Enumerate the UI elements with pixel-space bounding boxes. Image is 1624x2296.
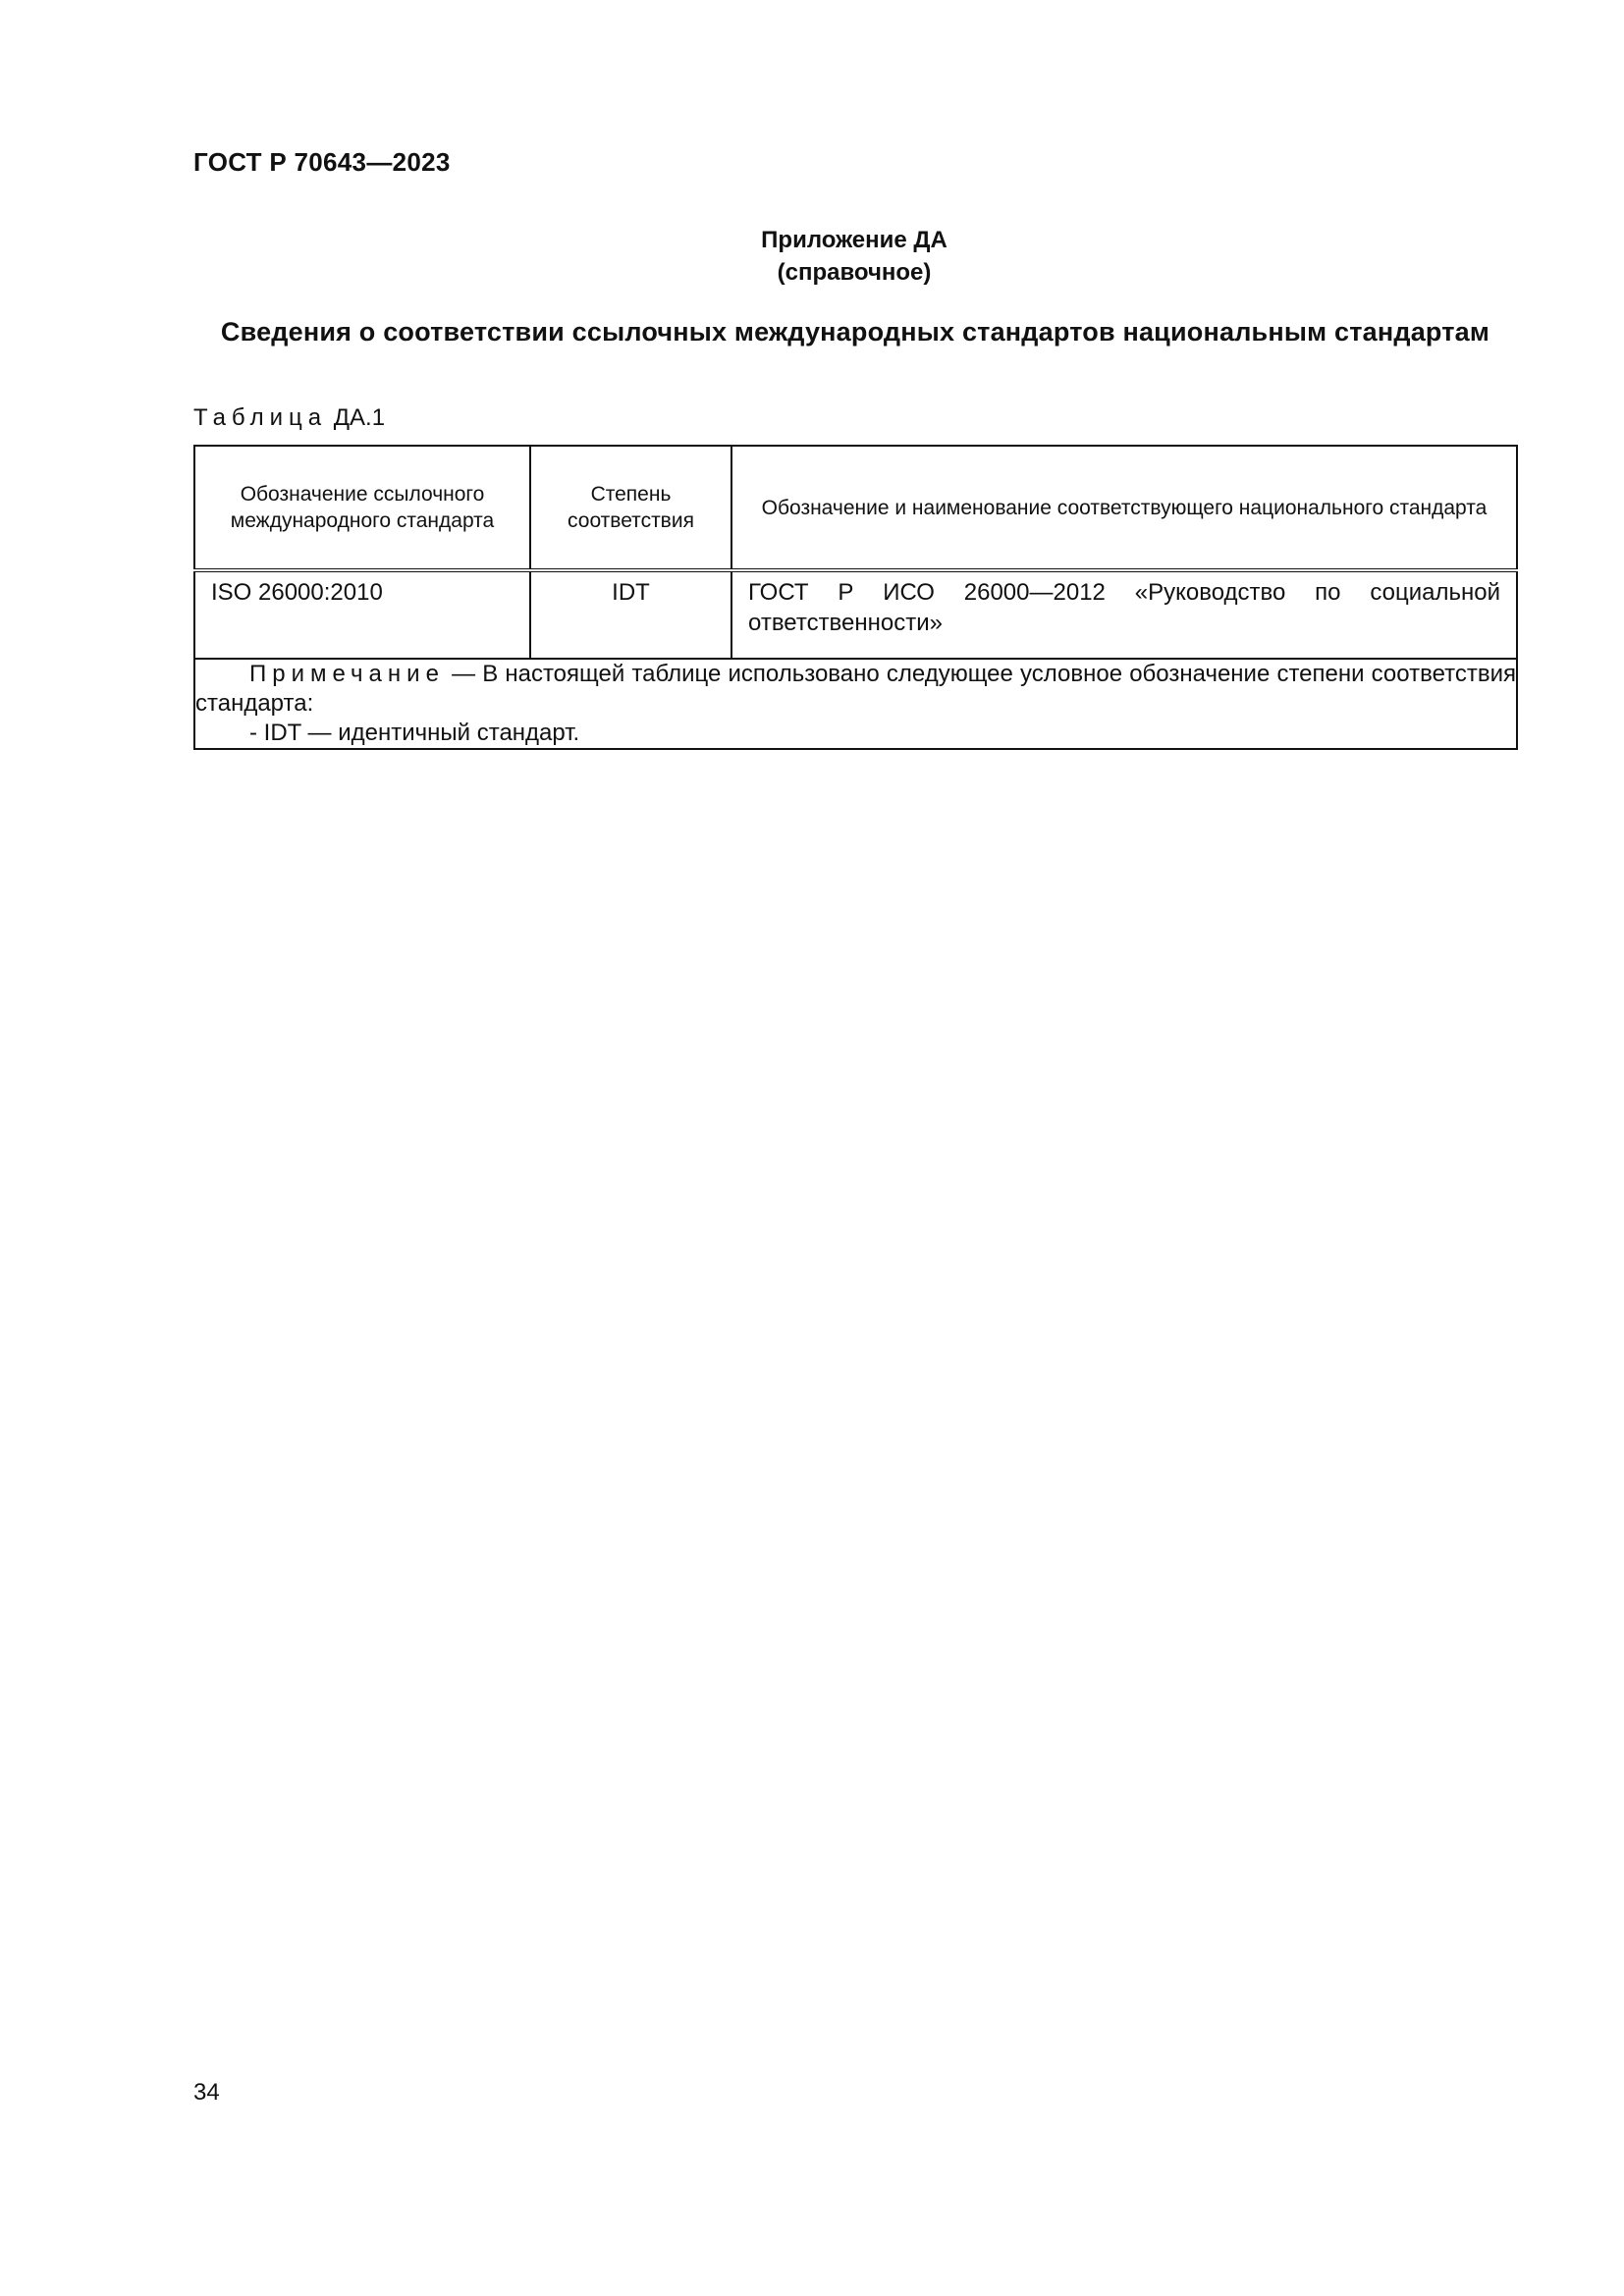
- cell-intl-standard: ISO 26000:2010: [194, 570, 530, 659]
- annex-title-block: [0, 224, 1624, 289]
- note-text: [195, 660, 1516, 719]
- table-row: [194, 570, 1517, 659]
- table-caption-number: ДА.1: [333, 404, 386, 431]
- column-header-degree: [530, 446, 731, 570]
- cell-national-standard: ГОСТ Р ИСО 26000—2012 «Руководство по социальной ответственности»: [731, 570, 1517, 659]
- column-header-intl-standard: [194, 446, 530, 570]
- column-header-label: Обозначение и наименование соответствующего национального стандарта: [761, 496, 1488, 519]
- note-label: Примечание: [249, 661, 445, 687]
- column-header-label: Степень соответствия: [568, 483, 694, 532]
- table-note-row: [194, 659, 1517, 749]
- note-item: - IDT — идентичный стандарт.: [249, 720, 580, 746]
- page-number: 34: [193, 2079, 220, 2106]
- table-caption: [193, 404, 385, 432]
- standards-table: [193, 445, 1518, 750]
- cell-degree: IDT: [530, 570, 731, 659]
- annex-heading: Сведения о соответствии ссылочных международных стандартов национальным стандартам: [220, 317, 1490, 347]
- column-header-national-standard: [731, 446, 1517, 570]
- table-caption-word: Таблица: [193, 404, 328, 431]
- column-header-label: Обозначение ссылочного международного стандарта: [230, 483, 495, 532]
- annex-type: (справочное): [777, 259, 932, 286]
- table-header-row: [194, 446, 1517, 570]
- table-note: [194, 659, 1517, 749]
- document-code: ГОСТ Р 70643—2023: [193, 147, 451, 177]
- annex-title: Приложение ДА: [761, 227, 947, 253]
- note-body: — В настоящей таблице использовано следующее условное обозначение степени соответствия стандарта:: [195, 661, 1516, 717]
